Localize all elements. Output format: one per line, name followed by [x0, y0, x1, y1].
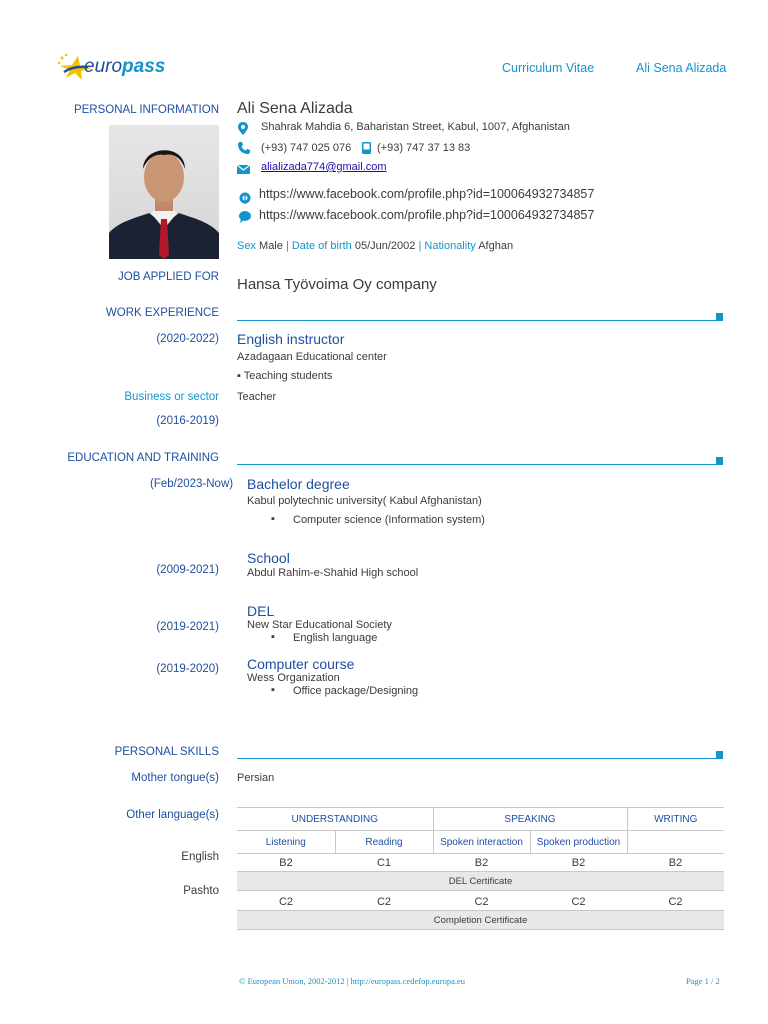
edu-org-0: Kabul polytechnic university( Kabul Afghanistan) — [247, 495, 482, 507]
section-divider — [237, 758, 723, 759]
edu-bullet-marker-3: ▪ — [271, 684, 275, 696]
work-title: English instructor — [237, 331, 345, 347]
edu-title-2: DEL — [247, 603, 275, 619]
understanding-header: UNDERSTANDING — [237, 808, 433, 831]
header-cv-label: Curriculum Vitae — [502, 61, 595, 75]
section-divider — [237, 320, 723, 321]
personal-skills-label: PERSONAL SKILLS — [114, 746, 219, 758]
dob-label: Date of birth — [291, 240, 352, 252]
email-icon — [237, 165, 250, 174]
messaging-icon — [239, 211, 251, 223]
footer-page-number: Page 1 / 2 — [686, 976, 720, 986]
section-marker — [716, 457, 723, 464]
separator: | — [285, 240, 289, 252]
section-marker — [716, 313, 723, 320]
language-table — [237, 807, 724, 930]
edu-date-0: (Feb/2023-Now) — [150, 478, 234, 490]
sex-value: Male — [259, 240, 283, 252]
mother-tongue-label: Mother tongue(s) — [131, 772, 219, 784]
personal-details-line — [237, 240, 513, 252]
level-cell: C2 — [335, 891, 433, 911]
logo-text-euro: euro — [84, 56, 123, 77]
table-row — [237, 891, 724, 911]
reading-header: Reading — [335, 831, 433, 854]
level-cell: C2 — [627, 891, 724, 911]
website-icon — [239, 192, 251, 204]
level-cell: C1 — [335, 854, 433, 872]
edu-bullet-0: Computer science (Information system) — [293, 514, 485, 526]
job-applied-label: JOB APPLIED FOR — [118, 271, 219, 283]
personal-name: Ali Sena Alizada — [237, 100, 353, 117]
listening-header: Listening — [237, 831, 335, 854]
phone2-text: (+93) 747 37 13 83 — [377, 142, 471, 154]
edu-date-1: (2009-2021) — [156, 564, 219, 576]
edu-bullet-marker-2: ▪ — [271, 631, 275, 643]
job-applied-value: Hansa Työvoima Oy company — [237, 276, 437, 293]
phone1-text: (+93) 747 025 076 — [261, 142, 352, 154]
business-sector-value: Teacher — [237, 391, 277, 403]
work-org: Azadagaan Educational center — [237, 351, 387, 363]
certificate-cell: DEL Certificate — [237, 872, 724, 891]
dob-value: 05/Jun/2002 — [354, 240, 416, 252]
location-pin-icon — [238, 122, 248, 135]
level-cell: C2 — [433, 891, 530, 911]
spoken-interaction-header: Spoken interaction — [433, 831, 530, 854]
nationality-label: Nationality — [424, 240, 476, 252]
mobile-phone-icon — [362, 142, 371, 154]
section-divider — [237, 464, 723, 465]
speaking-header: SPEAKING — [433, 808, 627, 831]
section-marker — [716, 751, 723, 758]
header-name: Ali Sena Alizada — [636, 61, 727, 75]
writing-header: WRITING — [627, 808, 724, 831]
business-sector-label: Business or sector — [124, 391, 219, 403]
edu-org-2: New Star Educational Society — [247, 619, 392, 631]
writing-subheader — [627, 831, 724, 854]
work-date-2: (2016-2019) — [156, 415, 219, 427]
level-cell: B2 — [627, 854, 724, 872]
language-table-header — [237, 808, 724, 831]
education-label: EDUCATION AND TRAINING — [67, 452, 219, 464]
level-cell: C2 — [530, 891, 627, 911]
separator: | — [418, 240, 422, 252]
table-row — [237, 854, 724, 872]
edu-title-3: Computer course — [247, 656, 355, 672]
europass-logo — [56, 52, 166, 82]
language-table-subheader — [237, 831, 724, 854]
footer-copyright: © European Union, 2002-2012 | http://europass.cedefop.europa.eu — [239, 976, 466, 986]
other-languages-label: Other language(s) — [126, 809, 219, 821]
logo-text-pass: pass — [122, 56, 166, 77]
work-date-1: (2020-2022) — [156, 333, 219, 345]
address-text: Shahrak Mahdia 6, Baharistan Street, Kabul, 1007, Afghanistan — [261, 121, 570, 133]
mother-tongue-value: Persian — [237, 772, 275, 784]
lang-name-1: Pashto — [183, 885, 219, 897]
phone-icon — [238, 142, 250, 154]
work-bullet: ▪ Teaching students — [237, 370, 333, 382]
edu-title-0: Bachelor degree — [247, 476, 350, 492]
edu-date-3: (2019-2020) — [156, 663, 219, 675]
certificate-row — [237, 872, 724, 891]
sex-label: Sex — [237, 240, 256, 252]
certificate-row — [237, 911, 724, 930]
web2-text[interactable]: https://www.facebook.com/profile.php?id=100064932734857 — [259, 208, 595, 222]
web1-text[interactable]: https://www.facebook.com/profile.php?id=100064932734857 — [259, 187, 595, 201]
nationality-value: Afghan — [478, 240, 514, 252]
personal-info-label: PERSONAL INFORMATION — [73, 104, 219, 116]
edu-bullet-2: English language — [293, 632, 378, 644]
spoken-production-header: Spoken production — [530, 831, 627, 854]
edu-title-1: School — [247, 550, 290, 566]
profile-photo — [109, 125, 219, 259]
certificate-cell: Completion Certificate — [237, 911, 724, 930]
level-cell: B2 — [237, 854, 335, 872]
edu-bullet-3: Office package/Designing — [293, 685, 419, 697]
level-cell: B2 — [433, 854, 530, 872]
edu-date-2: (2019-2021) — [156, 621, 219, 633]
edu-org-1: Abdul Rahim-e-Shahid High school — [247, 567, 419, 579]
edu-bullet-marker-0: ▪ — [271, 513, 275, 525]
level-cell: C2 — [237, 891, 335, 911]
edu-org-3: Wess Organization — [247, 672, 340, 684]
work-experience-label: WORK EXPERIENCE — [105, 307, 219, 319]
email-link[interactable]: alializada774@gmail.com — [261, 161, 387, 173]
lang-name-0: English — [181, 851, 219, 863]
level-cell: B2 — [530, 854, 627, 872]
